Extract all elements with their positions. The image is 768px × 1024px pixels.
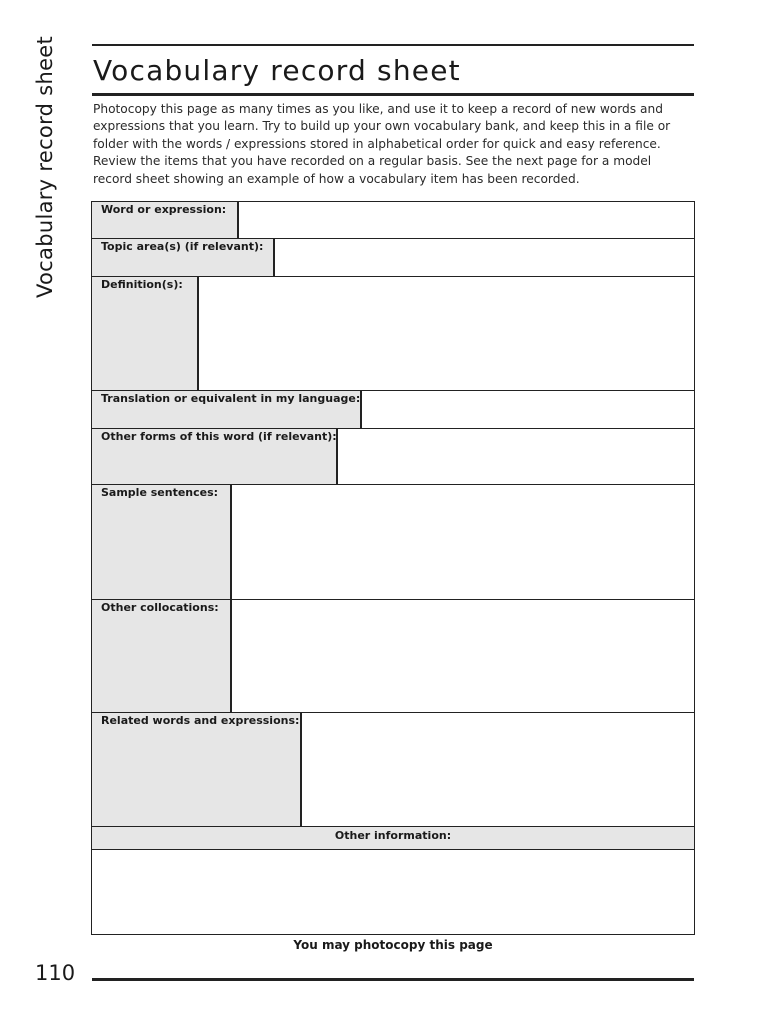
top-rule: [92, 44, 694, 46]
other-information-label: Other information:: [92, 826, 694, 850]
page-number: 110: [35, 961, 76, 985]
other-forms-label: Other forms of this word (if relevant):: [92, 429, 338, 484]
intro-paragraph: Photocopy this page as many times as you like, and use it to keep a record of new words and expressions that you learn. Try to build up your own vocabulary bank, and keep this in a file or folder with the words / expressions stored in alphabetical order for quick and easy reference. Review the items that you have recorded on a regular basis. See the next page for a model record sheet showing an example of how a vocabulary item has been recorded.: [93, 102, 671, 186]
sample-sentences-label: Sample sentences:: [92, 485, 232, 599]
word-field[interactable]: [239, 202, 694, 238]
form-row-other-forms: [92, 429, 694, 485]
related-words-label: Related words and expressions:: [92, 713, 302, 826]
definition-field[interactable]: [199, 277, 694, 390]
topic-field[interactable]: [275, 239, 694, 276]
definition-label: Definition(s):: [92, 277, 199, 390]
other-forms-field[interactable]: [338, 429, 694, 484]
title-rule: [92, 93, 694, 96]
form-row-related-words: [92, 713, 694, 826]
form-row-topic: [92, 239, 694, 277]
photocopy-note: You may photocopy this page: [293, 938, 493, 952]
side-title: Vocabulary record sheet: [33, 35, 57, 298]
translation-field[interactable]: [362, 391, 694, 428]
word-label: Word or expression:: [92, 202, 239, 238]
form-row-collocations: [92, 600, 694, 713]
other-information-field[interactable]: [92, 850, 694, 934]
collocations-label: Other collocations:: [92, 600, 232, 712]
sample-sentences-field[interactable]: [232, 485, 694, 599]
collocations-field[interactable]: [232, 600, 694, 712]
translation-label: Translation or equivalent in my language:: [92, 391, 362, 428]
bottom-rule: [92, 978, 694, 981]
form-row-definition: [92, 277, 694, 391]
form-row-word: [92, 202, 694, 239]
form-row-translation: [92, 391, 694, 429]
page-title: Vocabulary record sheet: [93, 54, 461, 87]
form-row-sample-sentences: [92, 485, 694, 600]
related-words-field[interactable]: [302, 713, 694, 826]
vocabulary-form: [91, 201, 695, 935]
topic-label: Topic area(s) (if relevant):: [92, 239, 275, 276]
